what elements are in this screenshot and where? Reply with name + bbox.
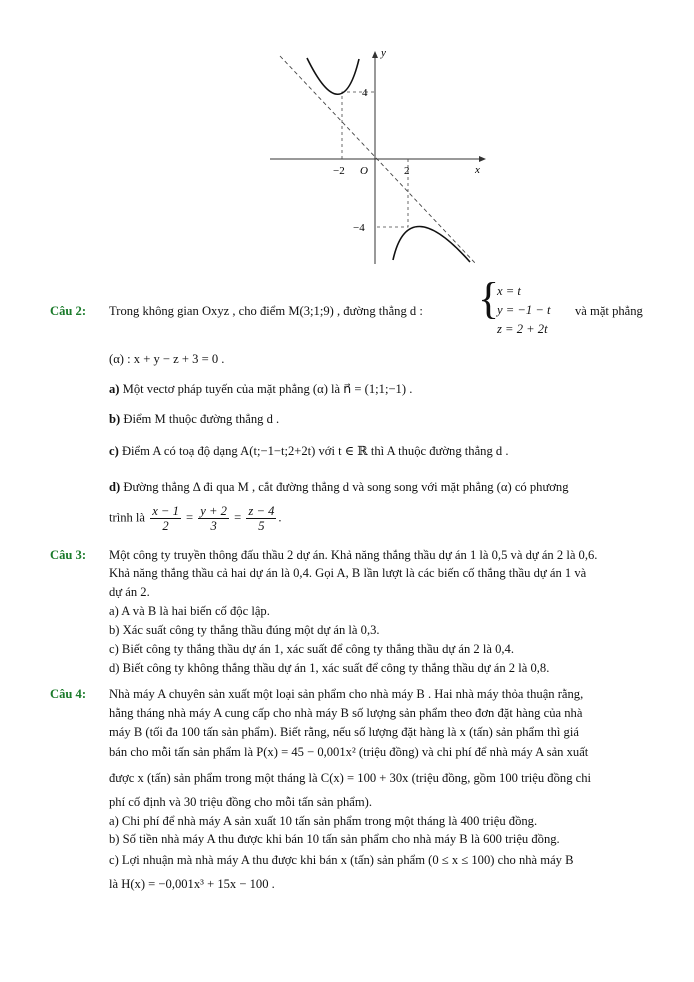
y-axis-arrow [372,51,378,58]
q2-option-b: b) Điểm M thuộc đường thẳng d . [109,412,280,426]
q2-sys-2: y = −1 − t [497,303,551,317]
q3-line-1: Một công ty truyền thông đấu thầu 2 dự án. Khả năng thắng thầu dự án 1 là 0,5 và dự án 2 là 0,6. [109,548,598,562]
right-branch [393,226,470,262]
q4-line-2: hằng tháng nhà máy A cung cấp cho nhà máy B số lượng sản phẩm theo đơn đặt hàng của nhà [109,706,583,720]
q3-number: Câu 3: [50,548,87,562]
q3-line-2: Khả năng thắng thầu cả hai dự án là 0,4. Gọi A, B lần lượt là các biến cố thắng thầu dự án 1 và [109,566,587,580]
q4-line-5: được x (tấn) sản phẩm trong một tháng là C(x) = 100 + 30x (triệu đồng, gồm 100 triệu đồng chi [109,771,592,785]
q2-option-c: c) Điểm A có toạ độ dạng A(t;−1−t;2+2t) với t ∈ ℝ thì A thuộc đường thẳng d . [109,444,509,458]
q4-line-1: Nhà máy A chuyên sản xuất một loại sản phẩm cho nhà máy B . Hai nhà máy thỏa thuận rằng, [109,687,584,701]
q3-option-d: d) Biết công ty không thắng thầu dự án 1, xác suất để công ty thắng thầu dự án 2 là 0,8. [109,661,550,675]
fraction-y: $\frac{y + 2}{3}$ [200,504,227,533]
q2-option-d-equation: trình là $\frac{x - 1}{2}$ = $\frac{y + 2}{3}$ = $\frac{z - 4}{5}$ . [109,504,282,533]
q3-option-a: a) A và B là hai biến cố độc lập. [109,604,270,618]
q2-option-a: a) Một vectơ pháp tuyến của mặt phẳng (α) là n⃗ = (1;1;−1) . [109,382,413,396]
q4-option-c-cont: là H(x) = −0,001x³ + 15x − 100 . [109,877,275,891]
q2-number: Câu 2: [50,304,87,318]
left-branch [307,58,359,94]
q2-intro: Trong không gian Oxyz , cho điểm M(3;1;9) , đường thẳng d : [109,304,423,318]
q4-line-4: bán cho mỗi tấn sản phẩm là P(x) = 45 − 0,001x² (triệu đồng) và chi phí để nhà máy A sản xuất [109,745,589,759]
q4-line-3: máy B (tối đa 100 tấn sản phẩm). Biết rằng, nếu số lượng đặt hàng là x (tấn) sản phẩm thì giá [109,725,579,739]
tick-x-pos: 2 [404,165,410,177]
function-graph [262,42,492,270]
tick-y-neg: −4 [353,222,365,234]
tick-y-pos: 4 [362,87,368,99]
q3-option-b: b) Xác suất công ty thắng thầu đúng một dự án là 0,3. [109,623,380,637]
x-axis-label: x [475,164,480,176]
q2-tail: và mặt phẳng [575,304,643,318]
q2-system-brace: { [478,274,500,323]
oblique-asymptote [280,56,476,264]
fraction-x: $\frac{x - 1}{2}$ [152,504,179,533]
q2-sys-1: x = t [497,284,521,298]
q4-option-a: a) Chi phí để nhà máy A sản xuất 10 tấn sản phẩm trong một tháng là 400 triệu đồng. [109,814,538,828]
q4-number: Câu 4: [50,687,87,701]
q2-sys-3: z = 2 + 2t [497,322,548,336]
q4-line-6: phí cố định và 30 triệu đồng cho mỗi tấn sản phẩm). [109,795,373,809]
tick-x-neg: −2 [333,165,345,177]
q4-option-b: b) Số tiền nhà máy A thu được khi bán 10 tấn sản phẩm cho nhà máy B là 600 triệu đồng. [109,832,560,846]
y-axis-label: y [381,47,386,59]
fraction-z: $\frac{z - 4}{5}$ [248,504,275,533]
x-axis-arrow [479,156,486,162]
q2-option-d: d) Đường thẳng Δ đi qua M , cắt đường thẳng d và song song với mặt phẳng (α) có phương [109,480,569,494]
origin-label: O [360,165,368,177]
q3-line-3: dự án 2. [109,585,150,599]
q4-option-c: c) Lợi nhuận mà nhà máy A thu được khi bán x (tấn) sản phẩm (0 ≤ x ≤ 100) cho nhà máy B [109,853,574,867]
q3-option-c: c) Biết công ty thắng thầu dự án 1, xác suất để công ty thắng thầu dự án 2 là 0,4. [109,642,515,656]
guide-max [342,92,375,159]
q2-plane: (α) : x + y − z + 3 = 0 . [109,352,225,366]
